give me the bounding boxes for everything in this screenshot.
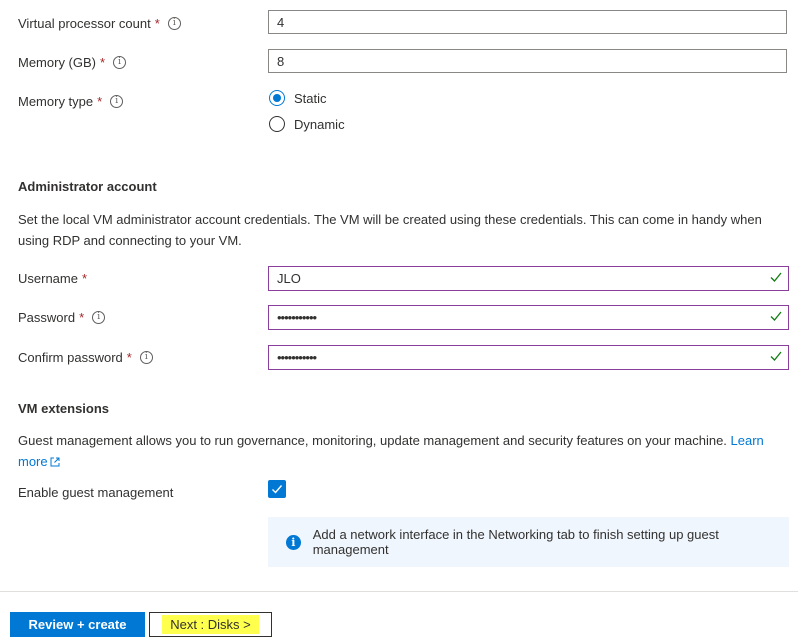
required-marker: * (100, 55, 106, 70)
info-message-text: Add a network interface in the Networking tab to finish setting up guest management (312, 527, 719, 557)
vcpu-label (18, 16, 181, 31)
vcpu-input-value: 4 (277, 14, 285, 30)
username-label-text: Username (18, 271, 78, 286)
required-marker: * (97, 94, 103, 109)
extensions-description (18, 430, 778, 472)
info-icon[interactable]: i (110, 95, 123, 108)
info-icon[interactable]: i (168, 17, 181, 30)
checkmark-icon (271, 483, 283, 495)
info-icon[interactable]: i (113, 56, 126, 69)
checkmark-icon (770, 271, 782, 283)
password-label-text: Password (18, 310, 76, 325)
checkmark-icon (770, 310, 782, 322)
confirm-password-label-text: Confirm password (18, 350, 123, 365)
guest-management-label: Enable guest management (18, 485, 174, 500)
info-circle-icon: i (286, 535, 301, 550)
radio-dynamic-control[interactable] (269, 116, 285, 132)
next-disks-button[interactable] (149, 612, 272, 637)
extensions-description-text: Guest management allows you to run governance, monitoring, update management and security features on your machine. (18, 433, 727, 448)
username-input-value: JLO (277, 271, 301, 286)
username-label (18, 271, 87, 286)
extensions-heading: VM extensions (18, 401, 110, 416)
confirm-password-input-value: ••••••••••• (277, 350, 317, 365)
learn-more-text: Learn more (18, 433, 764, 469)
radio-dynamic-label: Dynamic (294, 116, 345, 132)
info-message-box (268, 517, 789, 567)
checkmark-icon (770, 350, 782, 362)
vcpu-label-text: Virtual processor count (18, 16, 151, 31)
next-disks-label: Next : Disks > (162, 615, 259, 634)
required-marker: * (126, 350, 132, 365)
memory-label-text: Memory (GB) (18, 55, 96, 70)
radio-static[interactable] (269, 90, 327, 106)
radio-static-label: Static (294, 90, 327, 106)
info-icon[interactable]: i (92, 311, 105, 324)
confirm-password-input[interactable] (268, 345, 789, 370)
memory-type-label (18, 94, 123, 109)
required-marker: * (79, 310, 85, 325)
info-icon[interactable]: i (140, 351, 153, 364)
memory-input-value: 8 (277, 53, 285, 69)
footer-divider (0, 591, 798, 592)
external-link-icon (50, 457, 60, 467)
radio-static-control[interactable] (269, 90, 285, 106)
confirm-password-label (18, 350, 153, 365)
required-marker: * (154, 16, 160, 31)
required-marker: * (81, 271, 88, 286)
password-input[interactable] (268, 305, 789, 330)
memory-type-label-text: Memory type (18, 94, 94, 109)
vcpu-input[interactable] (268, 10, 787, 34)
username-input[interactable] (268, 266, 789, 291)
review-create-button[interactable]: Review + create (10, 612, 145, 637)
password-input-value: ••••••••••• (277, 310, 317, 325)
guest-management-checkbox[interactable] (268, 480, 286, 498)
memory-label (18, 55, 126, 70)
admin-heading: Administrator account (18, 179, 157, 194)
memory-input[interactable] (268, 49, 787, 73)
admin-description: Set the local VM administrator account credentials. The VM will be created using these credentials. This can come in handy when using RDP and connecting to your VM. (18, 212, 762, 248)
radio-dynamic[interactable] (269, 116, 345, 132)
password-label (18, 310, 105, 325)
